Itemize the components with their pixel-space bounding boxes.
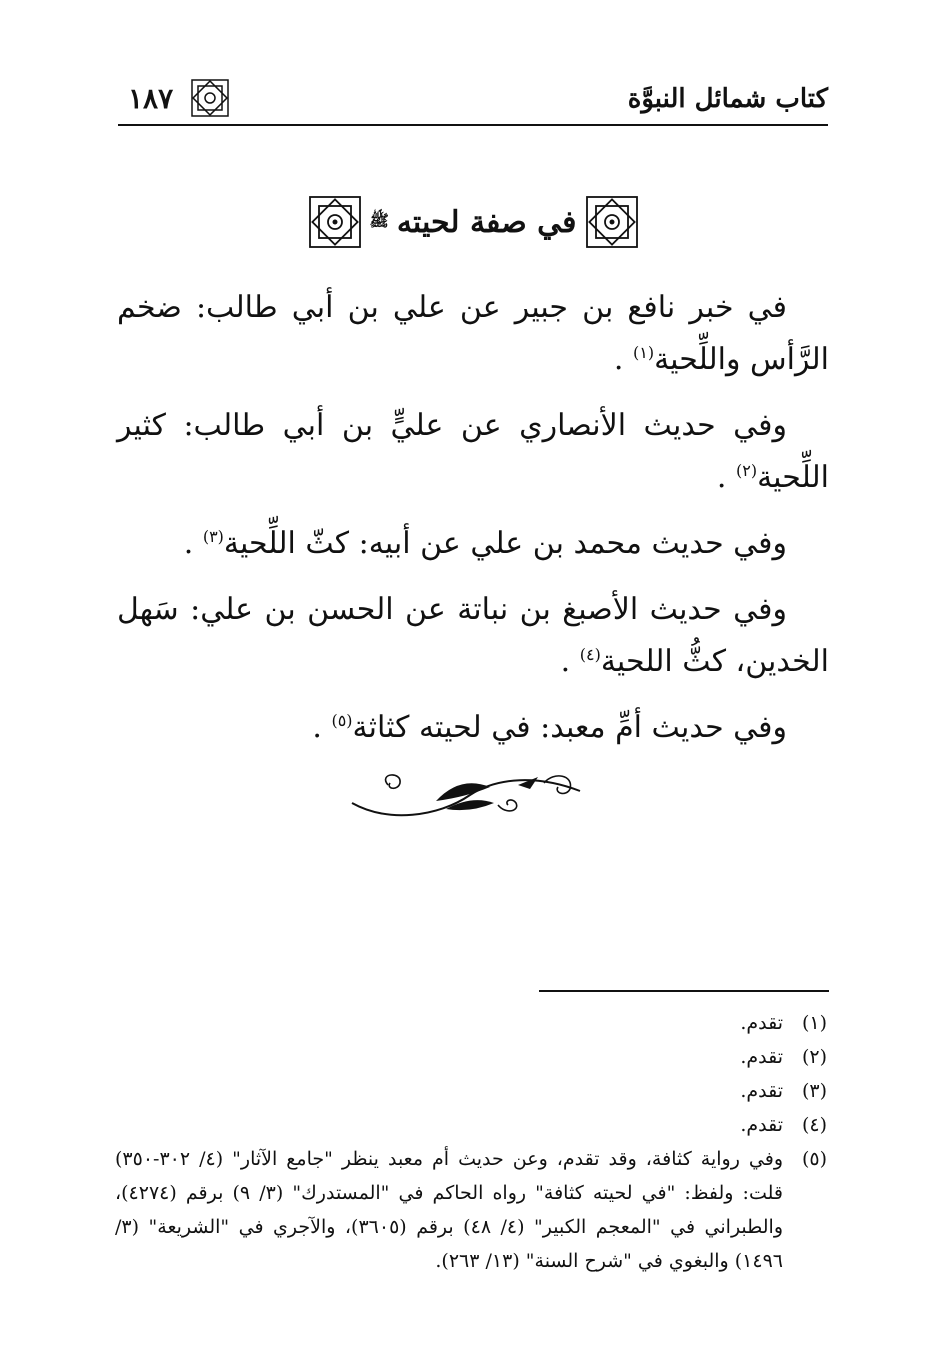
footnote-rule (539, 990, 829, 992)
footnote-text: تقدم. (740, 1080, 783, 1102)
footnote-ref: (٤) (579, 645, 601, 664)
chapter-title: في صفة لحيته (396, 204, 577, 240)
footnote-number: (٤) (801, 1114, 827, 1136)
header-rule (118, 124, 828, 126)
footnote-ref: (٥) (331, 711, 353, 730)
floral-flourish-ornament-icon (348, 765, 592, 823)
paragraph: وفي حديث محمد بن علي عن أبيه: كثّ اللِّحية$^{(٣)}$ . (183, 526, 787, 561)
footnote-number: (١) (801, 1012, 827, 1034)
footnote-text: تقدم. (740, 1114, 783, 1136)
paragraph: وفي حديث أمِّ معبد: في لحيته كثاثة$^{(٥)}$ . (312, 710, 787, 745)
footnote-ref: (٢) (735, 461, 758, 480)
star-rosette-ornament-icon (585, 195, 639, 249)
footnotes (115, 1006, 827, 1278)
page-number: ١٨٧ (128, 82, 174, 115)
footnote-text: تقدم. (740, 1012, 783, 1034)
footnote (115, 1040, 827, 1074)
footnote-ref: (١) (632, 343, 655, 362)
paragraph: في خبر نافع بن جبير عن علي بن أبي طالب: ضخم الرَّأس واللِّحية$^{(١)}$ . (117, 290, 829, 377)
footnote-ref: (٣) (202, 527, 224, 546)
star-rosette-ornament-icon (308, 195, 362, 249)
footnote-number: (٢) (801, 1046, 827, 1068)
honorific-glyph: ﷺ (369, 210, 389, 230)
book-title: كتاب شمائل النبوَّة (627, 84, 828, 114)
footnote-text: وفي رواية كثافة، وقد تقدم، وعن حديث أم معبد ينظر "جامع الآثار" (٤/ ٣٠٢-٣٥٠) قلت: ولفظ: "في لحيته كثافة" رواه الحاكم في "المستدرك" (٣/ ٩) برقم (٤٢٧٤)، والطبراني في "المعجم الكبير" (٤/ ٤٨) برقم (٣٦٠٥)، والآجري في "الشريعة" (٣/ ١٤٩٦) والبغوي في "شرح السنة" (١٣/ ٢٦٣). (115, 1148, 783, 1272)
running-header (118, 78, 828, 130)
paragraph: وفي حديث الأصبغ بن نباتة عن الحسن بن علي: سَهل الخدين، كثُّ اللحية$^{(٤)}$ . (117, 592, 829, 679)
chapter-heading (118, 190, 828, 254)
footnote (115, 1074, 827, 1108)
footnote (115, 1108, 827, 1142)
body-text (117, 282, 829, 768)
paragraph: وفي حديث الأنصاري عن عليٍّ بن أبي طالب: كثير اللِّحية$^{(٢)}$ . (117, 408, 829, 495)
footnote-number: (٥) (801, 1148, 827, 1170)
footnote-text: تقدم. (740, 1046, 783, 1068)
footnote (115, 1142, 827, 1278)
footnote-number: (٣) (801, 1080, 827, 1102)
star-rosette-ornament-icon (190, 78, 230, 118)
footnote (115, 1006, 827, 1040)
